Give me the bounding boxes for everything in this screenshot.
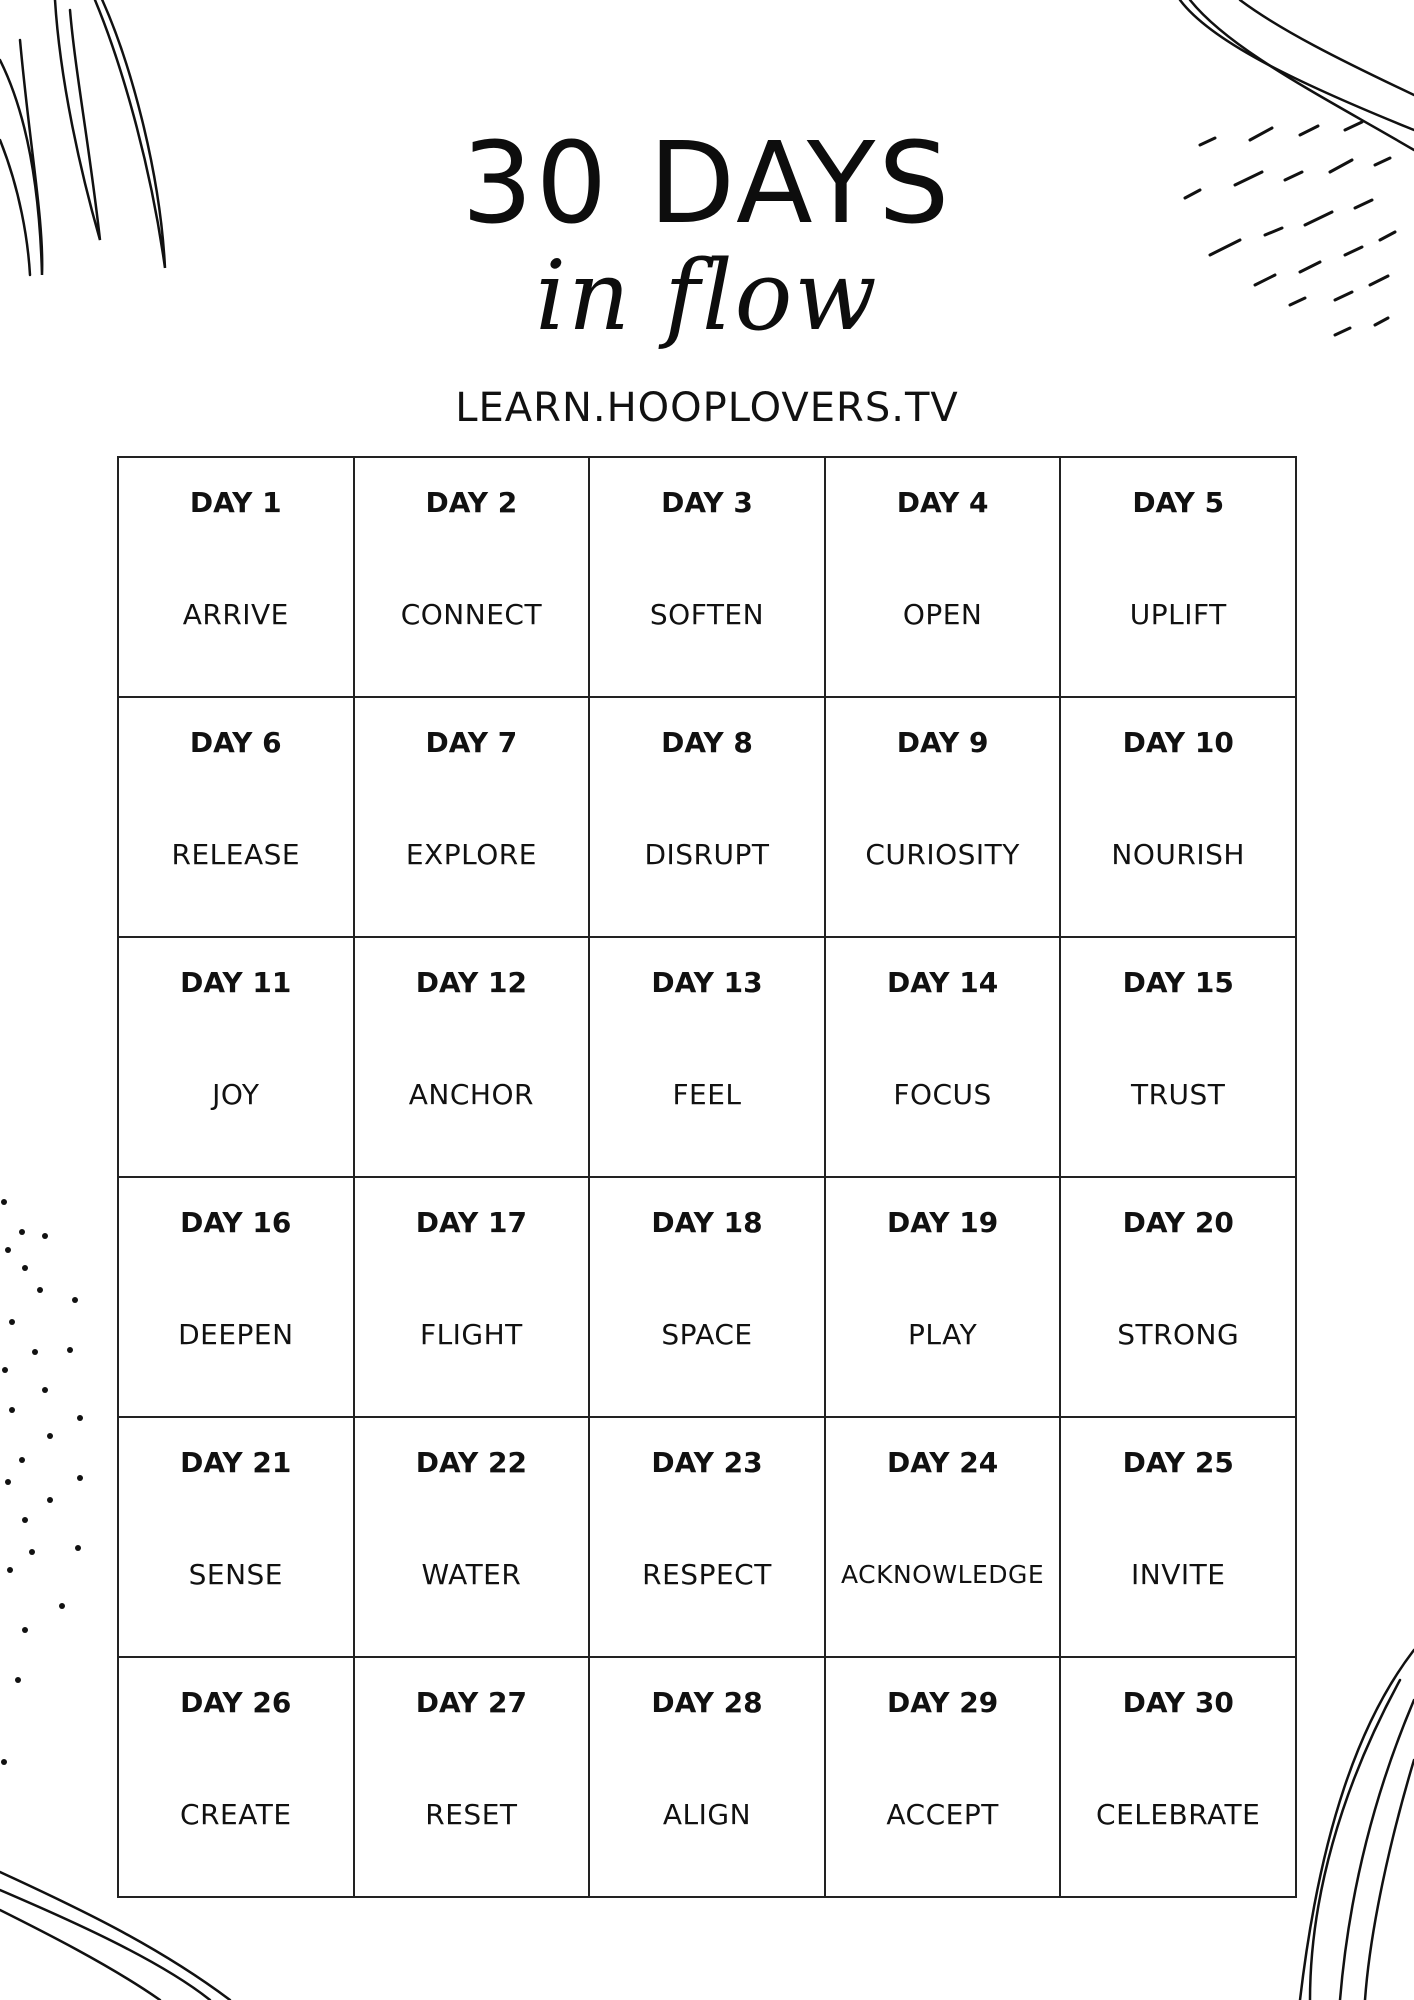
day-word: ANCHOR — [408, 1078, 534, 1111]
day-label: DAY 6 — [189, 726, 282, 759]
day-word: INVITE — [1130, 1558, 1226, 1591]
day-word: CONNECT — [400, 598, 543, 631]
day-word: UPLIFT — [1129, 598, 1227, 631]
day-word: FEEL — [672, 1078, 742, 1111]
left-side-dots — [1, 1199, 83, 1765]
day-cell — [119, 458, 355, 698]
day-word: TRUST — [1130, 1078, 1226, 1111]
day-word: SPACE — [661, 1318, 753, 1351]
day-label: DAY 27 — [415, 1686, 527, 1719]
day-label: DAY 19 — [886, 1206, 999, 1239]
day-word: RELEASE — [171, 838, 301, 871]
day-word: RESPECT — [642, 1558, 772, 1591]
day-label: DAY 28 — [651, 1686, 763, 1719]
bottom-right-swirl — [1300, 1650, 1414, 2000]
day-word: CELEBRATE — [1096, 1798, 1261, 1831]
day-word: DISRUPT — [644, 838, 770, 871]
day-cell — [355, 1658, 591, 1898]
day-cell — [826, 938, 1062, 1178]
day-cell — [826, 1658, 1062, 1898]
day-label: DAY 26 — [180, 1686, 292, 1719]
day-word: ACKNOWLEDGE — [840, 1560, 1045, 1589]
day-label: DAY 12 — [415, 966, 527, 999]
day-cell — [826, 698, 1062, 938]
day-word: FOCUS — [893, 1078, 992, 1111]
day-word: STRONG — [1117, 1318, 1240, 1351]
day-word: CURIOSITY — [865, 838, 1020, 871]
day-cell — [590, 1178, 826, 1418]
day-label: DAY 2 — [425, 486, 518, 519]
day-cell — [826, 1178, 1062, 1418]
day-word: ACCEPT — [886, 1798, 999, 1831]
day-word: DEEPEN — [178, 1318, 294, 1351]
day-cell — [1061, 698, 1297, 938]
day-cell — [355, 938, 591, 1178]
day-label: DAY 11 — [180, 966, 292, 999]
day-label: DAY 24 — [886, 1446, 999, 1479]
day-label: DAY 15 — [1122, 966, 1234, 999]
day-word: RESET — [425, 1798, 518, 1831]
day-cell — [355, 1418, 591, 1658]
day-label: DAY 18 — [651, 1206, 763, 1239]
day-label: DAY 17 — [415, 1206, 527, 1239]
day-label: DAY 23 — [651, 1446, 763, 1479]
day-cell — [1061, 1418, 1297, 1658]
day-word: CREATE — [180, 1798, 292, 1831]
day-label: DAY 30 — [1122, 1686, 1234, 1719]
page-title: 30 DAYS — [461, 119, 953, 249]
day-label: DAY 29 — [886, 1686, 999, 1719]
day-label: DAY 1 — [189, 486, 282, 519]
day-label: DAY 3 — [661, 486, 753, 519]
day-cell — [590, 1658, 826, 1898]
day-cell — [355, 698, 591, 938]
day-cell — [826, 1418, 1062, 1658]
day-label: DAY 13 — [651, 966, 763, 999]
day-label: DAY 10 — [1122, 726, 1234, 759]
day-word: ALIGN — [662, 1798, 752, 1831]
day-word: FLIGHT — [419, 1318, 523, 1351]
day-cell — [1061, 1658, 1297, 1898]
website-url: LEARN.HOOPLOVERS.TV — [455, 385, 959, 431]
day-cell — [355, 458, 591, 698]
day-word: PLAY — [907, 1318, 978, 1351]
day-word: SOFTEN — [649, 598, 765, 631]
day-label: DAY 25 — [1122, 1446, 1234, 1479]
day-cell — [119, 938, 355, 1178]
day-word: WATER — [421, 1558, 522, 1591]
day-cell — [355, 1178, 591, 1418]
page-subtitle: in flow — [535, 240, 879, 352]
day-label: DAY 5 — [1132, 486, 1225, 519]
top-right-swirl — [1180, 0, 1414, 130]
day-word: NOURISH — [1111, 838, 1245, 871]
day-label: DAY 9 — [896, 726, 989, 759]
day-label: DAY 22 — [415, 1446, 527, 1479]
day-label: DAY 8 — [661, 726, 753, 759]
days-grid — [117, 456, 1297, 1898]
day-word: ARRIVE — [182, 598, 289, 631]
day-cell — [1061, 938, 1297, 1178]
day-cell — [119, 1418, 355, 1658]
day-cell — [590, 458, 826, 698]
day-cell — [590, 698, 826, 938]
day-label: DAY 21 — [180, 1446, 292, 1479]
day-word: JOY — [212, 1078, 260, 1111]
day-label: DAY 7 — [425, 726, 518, 759]
day-label: DAY 20 — [1122, 1206, 1234, 1239]
day-word: SENSE — [188, 1558, 283, 1591]
day-label: DAY 4 — [896, 486, 989, 519]
day-label: DAY 14 — [886, 966, 999, 999]
day-cell — [119, 1658, 355, 1898]
day-cell — [1061, 458, 1297, 698]
day-word: EXPLORE — [405, 838, 537, 871]
day-cell — [119, 698, 355, 938]
day-word: OPEN — [902, 598, 983, 631]
day-cell — [119, 1178, 355, 1418]
day-cell — [590, 1418, 826, 1658]
day-cell — [826, 458, 1062, 698]
day-cell — [590, 938, 826, 1178]
day-cell — [1061, 1178, 1297, 1418]
day-label: DAY 16 — [180, 1206, 292, 1239]
